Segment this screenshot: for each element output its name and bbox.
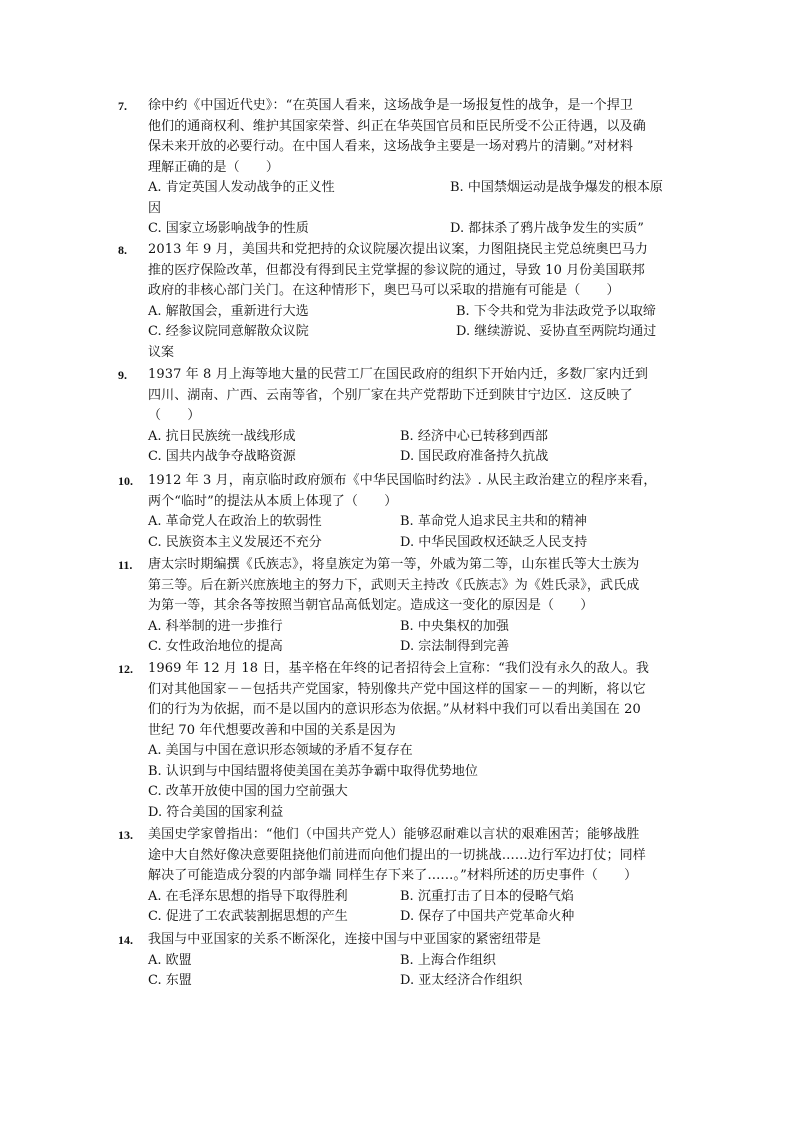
option-row: [148, 533, 680, 554]
option-a[interactable]: A. 肯定英国人发动战争的正义性: [148, 180, 335, 195]
option-row: [148, 887, 680, 908]
question-13: [120, 825, 680, 928]
option-d[interactable]: D. 宗法制得到完善: [400, 639, 510, 654]
question-stem: 唐太宗时期编撰《氏族志》，将皇族定为第一等，外戚为第二等，山东崔氏等大士族为 第三等。后在新兴庶族地主的努力下，武则天主持改《氏族志》为《姓氏录》，武氏成 为第一等，其余各等按照当朝官品高低划定。造成这一变化的原因是（ ）: [148, 557, 640, 613]
option-c[interactable]: C. 民族资本主义发展还不充分: [148, 534, 322, 550]
option-a[interactable]: A. 美国与中国在意识形态领域的矛盾不复存在: [148, 743, 413, 758]
option-c[interactable]: C. 东盟: [148, 973, 192, 988]
question-14: [120, 930, 680, 992]
question-10: [120, 471, 680, 553]
option-c[interactable]: C. 改革开放使中国的国力空前强大: [148, 784, 348, 799]
question-stem: 徐中约《中国近代史》：“在英国人看来，这场战争是一场报复性的战争，是一个捍卫 他们的通商权利、维护其国家荣誉、纠正在华英国官员和臣民所受不公正待遇，以及确 保未来开放的必要行动。在中国人看来，这场战争主要是一场对鸦片的清剿。”对材料 理解正确的是（ ）: [148, 98, 646, 175]
question-7: [120, 96, 680, 240]
option-row: [148, 512, 680, 533]
option-d[interactable]: D. 国民政府准备持久抗战: [400, 449, 549, 464]
option-d[interactable]: D. 符合美国的国家利益: [148, 804, 284, 820]
option-row: [148, 951, 680, 972]
option-d-continued: 议案: [148, 344, 175, 360]
option-d[interactable]: D. 继续游说、妥协直至两院均通过: [456, 324, 657, 339]
option-row: [148, 302, 680, 323]
option-c[interactable]: C. 国家立场影响战争的性质: [148, 221, 309, 236]
option-row: [148, 178, 680, 199]
option-c[interactable]: C. 经参议院同意解散众议院: [148, 324, 309, 339]
question-number: 8.: [118, 243, 127, 257]
option-row: [148, 617, 680, 638]
option-b[interactable]: B. 革命党人追求民主共和的精神: [400, 514, 587, 529]
option-row: [148, 427, 680, 448]
question-number: 13.: [118, 828, 133, 842]
option-b-continued: 因: [148, 200, 162, 216]
option-a[interactable]: A. 欧盟: [148, 952, 192, 968]
question-8: [120, 240, 680, 363]
question-stem: 2013 年 9 月，美国共和党把持的众议院屡次提出议案，力图阻挠民主党总统奥巴马力 推的医疗保险改革，但都没有得到民主党掌握的参议院的通过，导致 10 月份美国联邦 政府的非核心部门关门。在这种情形下，奥巴马可以采取的措施有可能是（ ）: [148, 242, 648, 298]
question-number: 11.: [118, 558, 133, 572]
option-d[interactable]: D. 亚太经济合作组织: [400, 973, 523, 988]
option-row: [148, 219, 680, 240]
question-stem: 1937 年 8 月上海等地大量的民营工厂在国民政府的组织下开始内迁，多数厂家内迁到 四川、湖南、广西、云南等省，个别厂家在共产党帮助下迁到陕甘宁边区．这反映了 （ ）: [148, 367, 648, 423]
question-stem: 1912 年 3 月，南京临时政府颁布《中华民国临时约法》. 从民主政治建立的程序来看， 两个“临时”的提法从本质上体现了（ ）: [148, 473, 657, 509]
option-b[interactable]: B. 中央集权的加强: [400, 618, 509, 634]
option-a[interactable]: A. 科举制的进一步推行: [148, 618, 283, 634]
question-9: [120, 365, 680, 468]
option-a[interactable]: A. 在毛泽东思想的指导下取得胜利: [148, 888, 348, 904]
question-number: 7.: [118, 99, 127, 113]
option-b[interactable]: B. 下令共和党为非法政党予以取缔: [456, 303, 656, 319]
option-row: [148, 447, 680, 468]
option-a[interactable]: A. 抗日民族统一战线形成: [148, 428, 296, 444]
question-stem: 美国史学家曾指出：“他们（中国共产党人）能够忍耐难以言状的艰难困苦；能够战胜 途中大自然好像决意要阻挠他们前进而向他们提出的一切挑战……边行军边打仗；同样 解决了可能造成分裂的内部争端 同样生存下来了……。”材料所述的历史事件（ ）: [148, 827, 646, 883]
option-c[interactable]: C. 促进了工农武装割据思想的产生: [148, 909, 348, 924]
option-row: [148, 637, 680, 658]
question-number: 14.: [118, 933, 133, 947]
option-row: [148, 907, 680, 928]
question-number: 9.: [118, 368, 127, 382]
option-c[interactable]: C. 女性政治地位的提高: [148, 639, 283, 654]
option-b[interactable]: B. 认识到与中国结盟将使美国在美苏争霸中取得优势地位: [148, 763, 478, 779]
option-a[interactable]: A. 解散国会，重新进行大选: [148, 303, 309, 319]
question-number: 10.: [118, 474, 133, 488]
option-d[interactable]: D. 中华民国政权还缺乏人民支持: [400, 534, 588, 550]
option-row: [148, 322, 680, 343]
option-row: [148, 971, 680, 992]
question-12: [120, 659, 680, 823]
question-stem: 1969 年 12 月 18 日，基辛格在年终的记者招待会上宣称：“我们没有永久的敌人。我 们对其他国家－－包括共产党国家，特别像共产党中国这样的国家－－的判断，将以它 们的行为为依据，而不是以国内的意识形态为依据。”从材料中我们可以看出美国在 20 世纪 70 年代想要改善和中国的关系是因为: [148, 661, 649, 738]
option-b[interactable]: B. 上海合作组织: [400, 952, 496, 968]
option-b[interactable]: B. 沉重打击了日本的侵略气焰: [400, 888, 574, 904]
question-number: 12.: [118, 662, 133, 676]
question-11: [120, 555, 680, 658]
option-c[interactable]: C. 国共内战争夺战略资源: [148, 449, 296, 464]
option-b[interactable]: B. 中国禁烟运动是战争爆发的根本原: [450, 180, 663, 195]
option-b[interactable]: B. 经济中心已转移到西部: [400, 428, 548, 444]
question-stem: 我国与中亚国家的关系不断深化，连接中国与中亚国家的紧密纽带是: [148, 932, 542, 947]
option-d[interactable]: D. 都抹杀了鸦片战争发生的实质”: [450, 221, 644, 236]
option-d[interactable]: D. 保存了中国共产党革命火种: [400, 909, 575, 924]
option-a[interactable]: A. 革命党人在政治上的软弱性: [148, 514, 322, 529]
